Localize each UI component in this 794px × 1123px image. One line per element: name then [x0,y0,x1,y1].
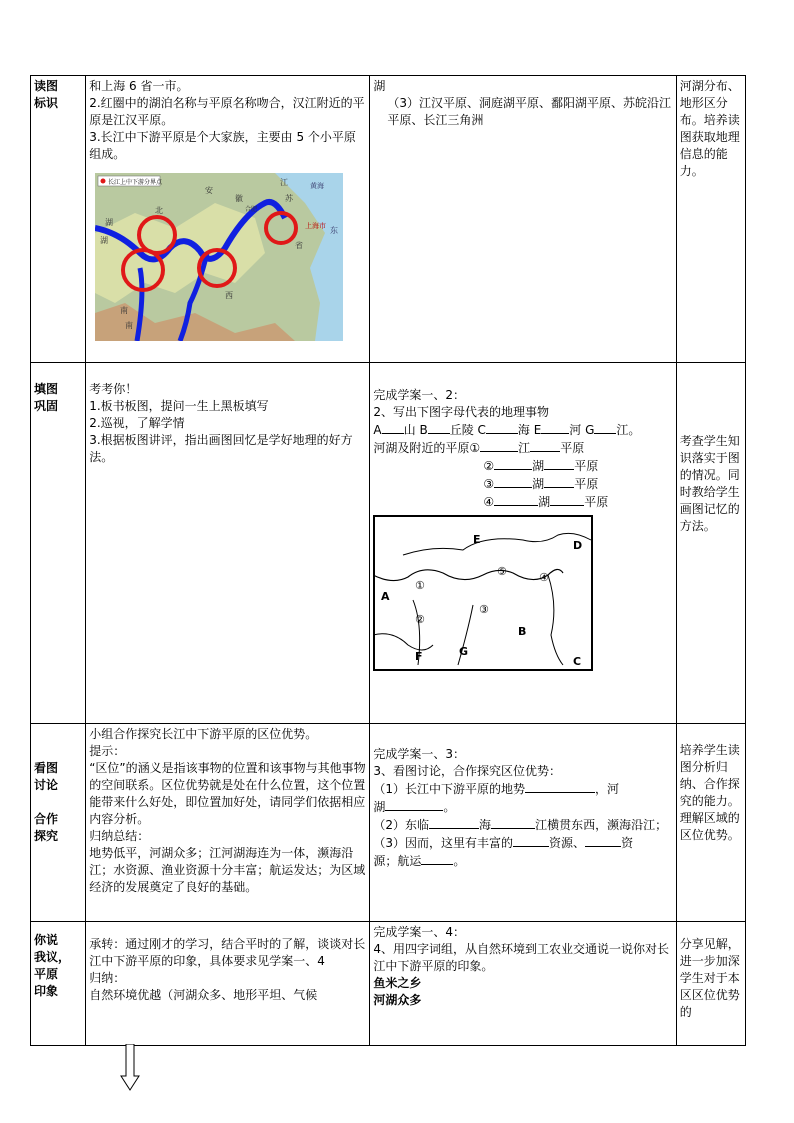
row-label-cell [31,724,86,922]
student-text: 完成学案一、4： [373,925,466,939]
row-label: 合作 [34,812,59,826]
row-label-cell [31,76,86,363]
blank-outline-map [373,515,593,671]
teacher-text: 3.根据板图讲评，指出画图回忆是学好地理的好方法。 [89,433,353,464]
map-letter: D [573,539,583,552]
row-label-cell [31,363,86,724]
design-intent: 培养学生读图分析归纳、合作探究的能力。理解区域的区位优势。 [679,743,740,842]
map-letter: B [518,625,527,638]
map-label: 西 [225,291,234,300]
row-label: 印象 [34,984,59,998]
row-label: 巩固 [34,399,59,413]
design-intent: 考查学生知识落实于图的情况。同时教给学生画图记忆的方法。 [679,434,740,533]
table-row [31,363,746,724]
question-fill-line: 湖 。 [373,800,456,814]
map-letter: F [415,650,423,663]
row-label: 我议， [34,950,71,964]
map-label: 省 [295,241,304,250]
intent-cell [676,724,745,922]
design-intent: 河湖分布、地形区分布。培养读图获取地理信息的能力。 [679,79,740,178]
teacher-activity-cell [86,724,370,922]
teacher-text: 承转：通过刚才的学习，结合平时的了解，谈谈对长江中下游平原的印象，具体要求见学案一、4 [89,937,366,968]
question-fill-line: （3）因而，这里有丰富的 资源、 资 [373,836,634,850]
student-text: 3、看图讨论，合作探究区位优势： [373,764,562,778]
teacher-text: 1.板书板图，提问一生上黑板填写 [89,399,269,413]
teacher-text: 和上海 6 省一市。 [89,79,189,93]
map-legend: 长江上中下游分界点 [108,179,163,186]
teacher-activity-cell [86,76,370,363]
map-number: ③ [479,603,490,616]
student-activity-cell [370,76,676,363]
map-label: 东 [330,226,339,235]
student-text: 完成学案一、3： [373,747,466,761]
question-fill-line: （1）长江中下游平原的地势 ，河 [373,782,620,796]
map-number: ② [415,613,426,626]
map-label: 江 [280,178,289,187]
question-fill-line: （2）东临 海 江横贯东西，濒海沿江； [373,818,668,832]
student-text: 2、写出下图字母代表的地理事物 [373,405,550,419]
map-label: 苏 [285,194,294,203]
map-label: 北 [155,206,164,215]
map-label: 合肥 [245,206,258,213]
student-activity-cell [370,922,676,1046]
map-label: 徽 [235,194,244,203]
teacher-text: 归纳总结： [89,829,150,843]
map-letter: A [381,590,390,603]
map-letter: C [573,655,582,668]
map-number: ⑤ [497,565,508,578]
teacher-text: 2.巡视，了解学情 [89,416,185,430]
teacher-text: 2.红圈中的湖泊名称与平原名称吻合，汉江附近的平原是江汉平原。 [89,96,365,127]
yangtze-plain-map [95,173,343,341]
map-label: 湖 [100,236,109,245]
map-letter: G [459,645,469,658]
student-answer: 河湖众多 [373,993,422,1007]
student-answer: 鱼米之乡 [373,976,422,990]
map-label: 安 [205,186,214,195]
table-row [31,76,746,363]
student-text: （3）江汉平原、洞庭湖平原、鄱阳湖平原、苏皖沿江平原、长江三角洲 [387,96,672,127]
row-label: 标识 [34,96,59,110]
row-label-cell [31,922,86,1046]
down-arrow-icon [120,1044,140,1092]
map-number: ① [415,579,426,592]
teacher-activity-cell [86,922,370,1046]
student-activity-cell [370,724,676,922]
intent-cell [676,922,745,1046]
teacher-text: 自然环境优越（河湖众多、地形平坦、气候 [89,988,318,1002]
map-label: 南 [125,321,134,330]
intent-cell [676,76,745,363]
plain-fill-line: ② 湖 平原 [483,459,599,473]
letter-fill-line: A 山 B 丘陵 C 海 E 河 G 江。 [373,423,641,437]
student-text: 4、用四字词组，从自然环境到工农业交通说一说你对长江中下游平原的印象。 [373,942,670,973]
map-number: ④ [539,571,550,584]
lesson-plan-table [30,75,746,1046]
map-label: 黄海 [310,182,325,190]
plain-fill-line: 河湖及附近的平原① 江 平原 [373,441,585,455]
plain-fill-line: ④ 湖 平原 [483,495,609,509]
teacher-text: 小组合作探究长江中下游平原的区位优势。 [89,727,318,741]
map-letter: E [473,533,481,546]
student-text: 完成学案一、2： [373,388,466,402]
map-label: 上海市 [305,222,327,230]
teacher-activity-cell [86,363,370,724]
row-label: 你说 [34,933,59,947]
table-row [31,922,746,1046]
map-label: 湖 [105,218,114,227]
table-row [31,724,746,922]
teacher-text: 考考你！ [89,382,138,396]
row-label: 探究 [34,829,59,843]
teacher-text: 地势低平，河湖众多；江河湖海连为一体，濒海沿江；水资源、渔业资源十分丰富；航运发达；为区域经济的发展奠定了良好的基础。 [89,846,366,894]
plain-fill-line: ③ 湖 平原 [483,477,599,491]
teacher-text: “区位”的涵义是指该事物的位置和该事物与其他事物的空间联系。区位优势就是处在什么位置，这个位置能带来什么好处，即位置加好处，请同学们依据相应内容分析。 [89,761,366,826]
row-label: 读图 [34,79,59,93]
student-activity-cell [370,363,676,724]
teacher-text: 3.长江中下游平原是个大家族，主要由 5 个小平原组成。 [89,130,356,161]
teacher-text: 提示： [89,744,126,758]
legend-marker-icon [101,179,106,184]
design-intent: 分享见解，进一步加深学生对于本区区位优势的 [679,937,740,1019]
map-label: 南 [120,306,129,315]
student-text: 湖 [373,79,386,93]
question-fill-line: 源；航运 。 [373,854,466,868]
teacher-text: 归纳： [89,971,126,985]
intent-cell [676,363,745,724]
row-label: 讨论 [34,778,59,792]
row-label: 平原 [34,967,59,981]
row-label: 填图 [34,382,59,396]
row-label: 看图 [34,761,59,775]
row-label [34,794,82,811]
